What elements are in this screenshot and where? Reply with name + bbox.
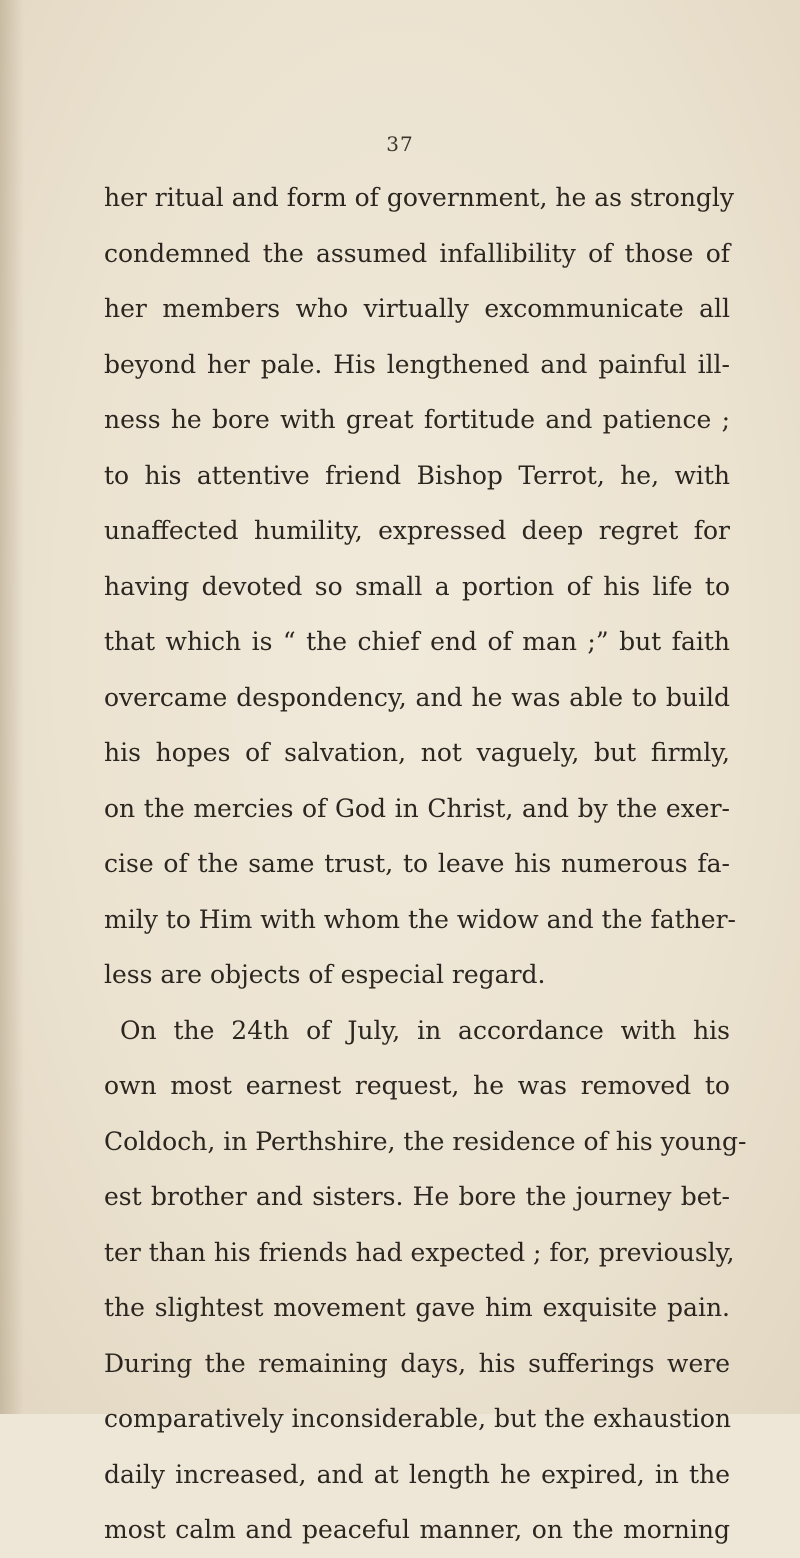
text-line: less are objects of especial regard. <box>104 960 546 989</box>
text-line: condemned the assumed infallibility of those of <box>104 238 730 268</box>
page-gutter-shadow <box>0 0 24 1414</box>
text-line: mily to Him with whom the widow and the father- <box>104 904 736 934</box>
paragraph-start-line: On the 24th of July, in accordance with his <box>120 1015 730 1045</box>
text-line: comparatively inconsiderable, but the exhaustion <box>104 1404 731 1433</box>
text-line: that which is “ the chief end of man ;” but faith <box>104 627 730 656</box>
text-line: her members who virtually excommunicate all <box>104 294 730 323</box>
text-line: During the remaining days, his sufferings were <box>104 1348 730 1378</box>
text-line: most calm and peaceful manner, on the morning <box>104 1515 730 1544</box>
text-line: to his attentive friend Bishop Terrot, he, with <box>104 460 730 490</box>
text-line: her ritual and form of government, he as strongly <box>104 183 735 212</box>
text-line: ness he bore with great fortitude and patience ; <box>104 405 730 434</box>
page-number: 37 <box>386 132 414 156</box>
text-line: his hopes of salvation, not vaguely, but firmly, <box>104 738 730 767</box>
text-line: on the mercies of God in Christ, and by the exer- <box>104 793 730 823</box>
text-line: overcame despondency, and he was able to build <box>104 682 730 712</box>
text-line: Coldoch, in Perthshire, the residence of his young- <box>104 1126 747 1156</box>
text-line: unaffected humility, expressed deep regret for <box>104 516 730 545</box>
text-line: own most earnest request, he was removed to <box>104 1071 730 1100</box>
text-line: cise of the same trust, to leave his numerous fa- <box>104 849 730 878</box>
text-line: daily increased, and at length he expired, in the <box>104 1459 730 1489</box>
text-line: ter than his friends had expected ; for, previously, <box>104 1237 735 1267</box>
text-line: having devoted so small a portion of his life to <box>104 571 730 601</box>
text-line: the slightest movement gave him exquisite pain. <box>104 1293 730 1322</box>
text-line: est brother and sisters. He bore the journey bet- <box>104 1182 730 1211</box>
text-line: beyond her pale. His lengthened and painful ill- <box>104 349 730 379</box>
body-text <box>104 170 747 1558</box>
